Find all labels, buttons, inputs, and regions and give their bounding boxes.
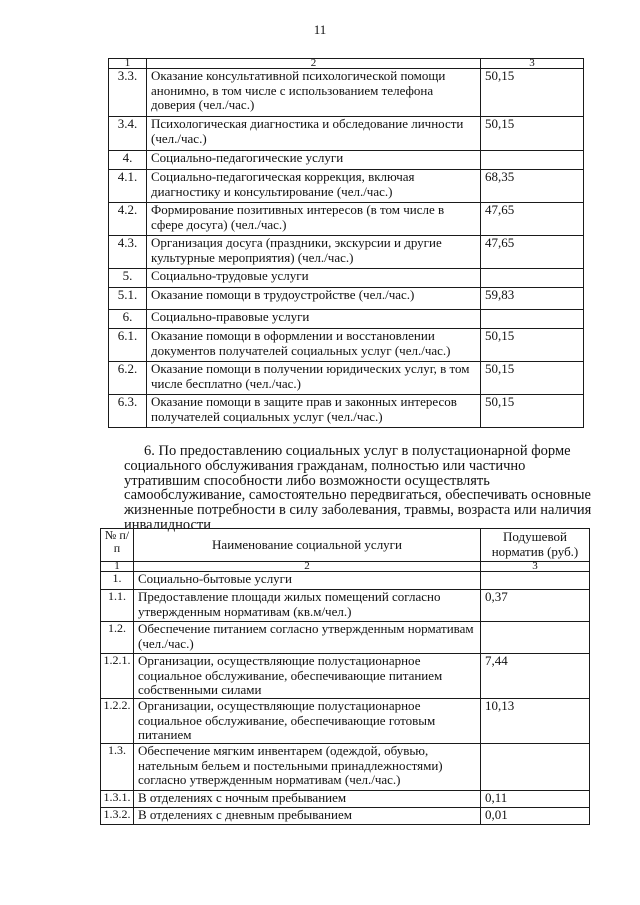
service-norms-table-2 bbox=[100, 528, 590, 825]
norm-value: 0,37 bbox=[481, 590, 590, 622]
service-name: Психологическая диагностика и обследование личности (чел./час.) bbox=[147, 117, 481, 151]
column-index-cell: 2 bbox=[147, 59, 481, 69]
column-index-row bbox=[101, 562, 590, 572]
table-row bbox=[109, 170, 584, 203]
row-number: 6. bbox=[109, 310, 147, 329]
column-index-row bbox=[109, 59, 584, 69]
service-name: Социально-правовые услуги bbox=[147, 310, 481, 329]
service-name: Организации, осуществляющие полустационарное социальное обслуживание, обеспечивающие готовым питанием bbox=[134, 699, 481, 744]
norm-value bbox=[481, 269, 584, 288]
service-name: Оказание помощи в трудоустройстве (чел./час.) bbox=[147, 288, 481, 310]
table-row bbox=[109, 151, 584, 170]
service-name: Организация досуга (праздники, экскурсии и другие культурные мероприятия) (чел./час.) bbox=[147, 236, 481, 269]
norm-value: 0,01 bbox=[481, 808, 590, 825]
row-number: 1.2.2. bbox=[101, 699, 134, 744]
row-number: 1.1. bbox=[101, 590, 134, 622]
table-row bbox=[101, 791, 590, 808]
norm-value: 50,15 bbox=[481, 362, 584, 395]
norm-value bbox=[481, 151, 584, 170]
norm-value bbox=[481, 622, 590, 654]
row-number: 1.3. bbox=[101, 744, 134, 791]
column-index-cell: 1 bbox=[109, 59, 147, 69]
row-number: 4.1. bbox=[109, 170, 147, 203]
section-paragraph bbox=[124, 444, 592, 533]
service-name: Оказание помощи в защите прав и законных интересов получателей социальных услуг (чел./час.) bbox=[147, 395, 481, 428]
norm-value bbox=[481, 744, 590, 791]
row-number: 6.3. bbox=[109, 395, 147, 428]
table-row bbox=[101, 590, 590, 622]
service-name: Организации, осуществляющие полустационарное социальное обслуживание, обеспечивающие питанием собственными силами bbox=[134, 654, 481, 699]
row-number: 1.3.2. bbox=[101, 808, 134, 825]
norm-value: 50,15 bbox=[481, 117, 584, 151]
header-number: № п/п bbox=[101, 529, 134, 562]
header-norm: Подушевой норматив (руб.) bbox=[481, 529, 590, 562]
norm-value: 10,13 bbox=[481, 699, 590, 744]
table-row bbox=[101, 572, 590, 590]
norm-value: 47,65 bbox=[481, 236, 584, 269]
row-number: 4.3. bbox=[109, 236, 147, 269]
service-name: Социально-бытовые услуги bbox=[134, 572, 481, 590]
table-row bbox=[109, 269, 584, 288]
row-number: 3.3. bbox=[109, 69, 147, 117]
row-number: 1.2. bbox=[101, 622, 134, 654]
service-name: Оказание консультативной психологической помощи анонимно, в том числе с использованием телефона доверия (чел./час.) bbox=[147, 69, 481, 117]
page-number: 11 bbox=[313, 22, 327, 37]
norm-value: 0,11 bbox=[481, 791, 590, 808]
norm-value bbox=[481, 310, 584, 329]
norm-value: 50,15 bbox=[481, 329, 584, 362]
table-row bbox=[109, 310, 584, 329]
row-number: 6.2. bbox=[109, 362, 147, 395]
service-norms-table-1 bbox=[108, 58, 584, 428]
service-name: Социально-педагогические услуги bbox=[147, 151, 481, 170]
table-row bbox=[101, 654, 590, 699]
norm-value: 59,83 bbox=[481, 288, 584, 310]
service-name: Обеспечение питанием согласно утвержденным нормативам (чел./час.) bbox=[134, 622, 481, 654]
row-number: 4. bbox=[109, 151, 147, 170]
service-name: В отделениях с ночным пребыванием bbox=[134, 791, 481, 808]
norm-value: 47,65 bbox=[481, 203, 584, 236]
row-number: 5. bbox=[109, 269, 147, 288]
column-index-cell: 2 bbox=[134, 562, 481, 572]
column-index-cell: 3 bbox=[481, 59, 584, 69]
service-name: Предоставление площади жилых помещений согласно утвержденным нормативам (кв.м/чел.) bbox=[134, 590, 481, 622]
table-row bbox=[101, 808, 590, 825]
service-name: Обеспечение мягким инвентарем (одеждой, обувью, нательным бельем и постельными принадлежностями) согласно утвержденным нормативам (чел./час.) bbox=[134, 744, 481, 791]
column-index-cell: 1 bbox=[101, 562, 134, 572]
table-row bbox=[109, 395, 584, 428]
table-row bbox=[101, 622, 590, 654]
service-name: Формирование позитивных интересов (в том числе в сфере досуга) (чел./час.) bbox=[147, 203, 481, 236]
row-number: 1.2.1. bbox=[101, 654, 134, 699]
paragraph-text: По предоставлению социальных услуг в полустационарной форме социального обслуживания гражданам, полностью или частично утратившим способности либо возможности осуществлять самообслуживание, самостоятельно передвигаться, обеспечивать основные жизненные потребности в силу заболевания, травмы, возраста или наличия инвалидности bbox=[124, 443, 592, 533]
paragraph-number: 6. bbox=[144, 443, 155, 459]
row-number: 4.2. bbox=[109, 203, 147, 236]
service-name: В отделениях с дневным пребыванием bbox=[134, 808, 481, 825]
row-number: 1. bbox=[101, 572, 134, 590]
norm-value: 68,35 bbox=[481, 170, 584, 203]
service-name: Оказание помощи в оформлении и восстановлении документов получателей социальных услуг (чел./час.) bbox=[147, 329, 481, 362]
column-index-cell: 3 bbox=[481, 562, 590, 572]
table-row bbox=[109, 69, 584, 117]
table-row bbox=[109, 117, 584, 151]
row-number: 6.1. bbox=[109, 329, 147, 362]
service-name: Оказание помощи в получении юридических услуг, в том числе бесплатно (чел./час.) bbox=[147, 362, 481, 395]
norm-value: 7,44 bbox=[481, 654, 590, 699]
table-row bbox=[101, 744, 590, 791]
norm-value: 50,15 bbox=[481, 69, 584, 117]
row-number: 3.4. bbox=[109, 117, 147, 151]
service-name: Социально-педагогическая коррекция, включая диагностику и консультирование (чел./час.) bbox=[147, 170, 481, 203]
row-number: 5.1. bbox=[109, 288, 147, 310]
table-row bbox=[109, 329, 584, 362]
table-header-row bbox=[101, 529, 590, 562]
norm-value: 50,15 bbox=[481, 395, 584, 428]
table-row bbox=[109, 288, 584, 310]
norm-value bbox=[481, 572, 590, 590]
table-row bbox=[109, 362, 584, 395]
table-row bbox=[101, 699, 590, 744]
service-name: Социально-трудовые услуги bbox=[147, 269, 481, 288]
table-row bbox=[109, 203, 584, 236]
header-service-name: Наименование социальной услуги bbox=[134, 529, 481, 562]
table-row bbox=[109, 236, 584, 269]
row-number: 1.3.1. bbox=[101, 791, 134, 808]
